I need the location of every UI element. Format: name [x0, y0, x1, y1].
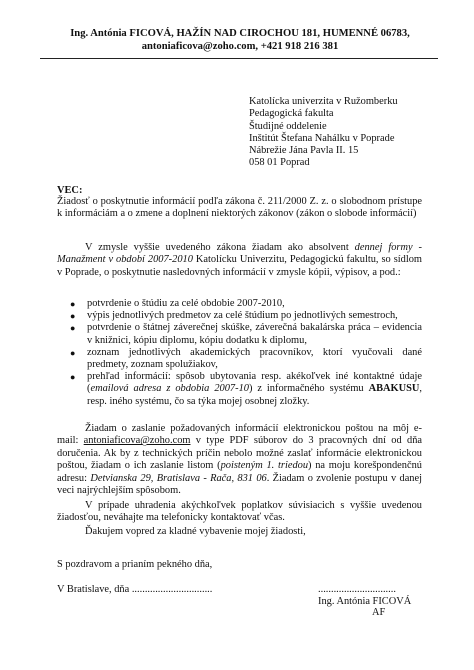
- list-item-email-note: emailová adresa z obdobia 2007-10: [90, 383, 249, 395]
- recipient-line: Katolícka univerzita v Ružomberku: [249, 96, 398, 107]
- date-line: V Bratislave, dňa ...............................: [57, 584, 213, 595]
- request-text: ) na moju korešpondenčnú adresu:: [57, 460, 422, 484]
- closing-greeting: S pozdravom a prianím pekného dňa,: [57, 559, 213, 570]
- letterhead-divider: [40, 58, 438, 59]
- signature-name: Ing. Antónia FICOVÁ: [318, 596, 412, 607]
- recipient-line: Pedagogická fakulta: [249, 108, 334, 120]
- recipient-line: Študijné oddelenie: [249, 120, 327, 132]
- list-item-text: zoznam jednotlivých akademických pracovníkov, ktorí vyučovali dané predmety, zoznam spolužiakov,: [87, 346, 422, 371]
- list-item-system-name: ABAKUSU: [368, 383, 420, 395]
- request-address: Detvianska 29, Bratislava - Rača, 831 06: [90, 472, 267, 484]
- recipient-line: Nábrežie Jána Pavla II. 15: [249, 145, 359, 157]
- email-link[interactable]: antoniaficova@zoho.com: [83, 435, 191, 447]
- intro-text-cont: Katolícku Univerzitu, Pedagogickú fakultu, so sídlom v Poprade, o poskytnutie nasledovných informácií v zmysle kópii, výpisov, a pod.:: [57, 254, 422, 278]
- requested-items-list: [57, 298, 422, 408]
- recipient-line: Inštitút Štefana Nahálku v Poprade: [249, 132, 395, 144]
- signature-initials: AF: [372, 607, 386, 618]
- bullet-icon: ●: [70, 299, 76, 309]
- list-item: [57, 298, 422, 310]
- subject-label: VEC:: [57, 185, 83, 196]
- request-text: Žiadam o zaslanie požadovaných informácií elektronickou poštou na môj e-mail:: [57, 423, 422, 447]
- request-text: v type PDF súborov do 3 pracovných dní od dňa doručenia. Ak by z technických príčin nebolo možné zaslať informácie elektronickou poštou, žiadam o ich zaslanie listom (: [57, 435, 422, 472]
- intro-text: V zmysle vyššie uvedeného zákona žiadam ako absolvent: [85, 242, 355, 253]
- recipient-line: 058 01 Poprad: [249, 157, 310, 169]
- list-item-text: , resp. iného systému, čo sa týka mojej osobnej zložky.: [87, 383, 422, 407]
- bullet-icon: ●: [70, 323, 76, 334]
- intro-paragraph: [57, 242, 422, 279]
- request-mail-class: poisteným 1. triedou: [220, 460, 309, 472]
- payment-paragraph: V prípade uhradenia akýchkoľvek poplatkov súvisiacich s vyššie uvedenou žiadosťou, neváhajte ma telefonicky kontaktovať včas.: [57, 500, 422, 524]
- list-item-text: výpis jednotlivých predmetov za celé štúdium po jednotlivých semestroch,: [87, 310, 398, 322]
- recipient-address: [249, 96, 398, 170]
- request-paragraph: [57, 423, 422, 497]
- signature-line: ..............................: [318, 584, 396, 595]
- bullet-icon: ●: [70, 372, 76, 383]
- letterhead: [40, 27, 440, 53]
- list-item: [57, 371, 422, 408]
- letterhead-line-1: Ing. Antónia FICOVÁ, HAŽÍN NAD CIROCHOU 181, HUMENNÉ 06783,: [70, 28, 410, 39]
- list-item-text: potvrdenie o štátnej záverečnej skúške, záverečná bakalárska práca – evidencia v knižnici, kópiu diplomu, kópiu dodatku k diplomu,: [87, 322, 422, 346]
- letterhead-line-2: antoniaficova@zoho.com, +421 918 216 381: [141, 41, 339, 52]
- list-item-text: ) z informačného systému: [248, 383, 369, 395]
- bullet-icon: ●: [70, 347, 76, 358]
- thanks-paragraph: Ďakujem vopred za kladné vybavenie mojej žiadosti,: [85, 526, 306, 537]
- intro-study-form: dennej formy -Manažment v období 2007-2010: [57, 242, 422, 266]
- list-item: [57, 322, 422, 346]
- list-item: [57, 310, 422, 322]
- subject-text: Žiadosť o poskytnutie informácií podľa zákona č. 211/2000 Z. z. o slobodnom prístupe k informáciám a o zmene a doplnení niektorých zákonov (zákon o slobode informácií): [57, 196, 422, 220]
- bullet-icon: ●: [70, 311, 76, 322]
- list-item-text: prehľad informácií: spôsob ubytovania resp. akékoľvek iné kontaktné údaje (: [87, 371, 422, 395]
- list-item-text: potvrdenie o štúdiu za celé obdobie 2007-2010,: [87, 298, 285, 309]
- list-item: [57, 347, 422, 371]
- request-text: . Žiadam o zvolenie postupu v danej veci najrýchlejším spôsobom.: [57, 472, 423, 497]
